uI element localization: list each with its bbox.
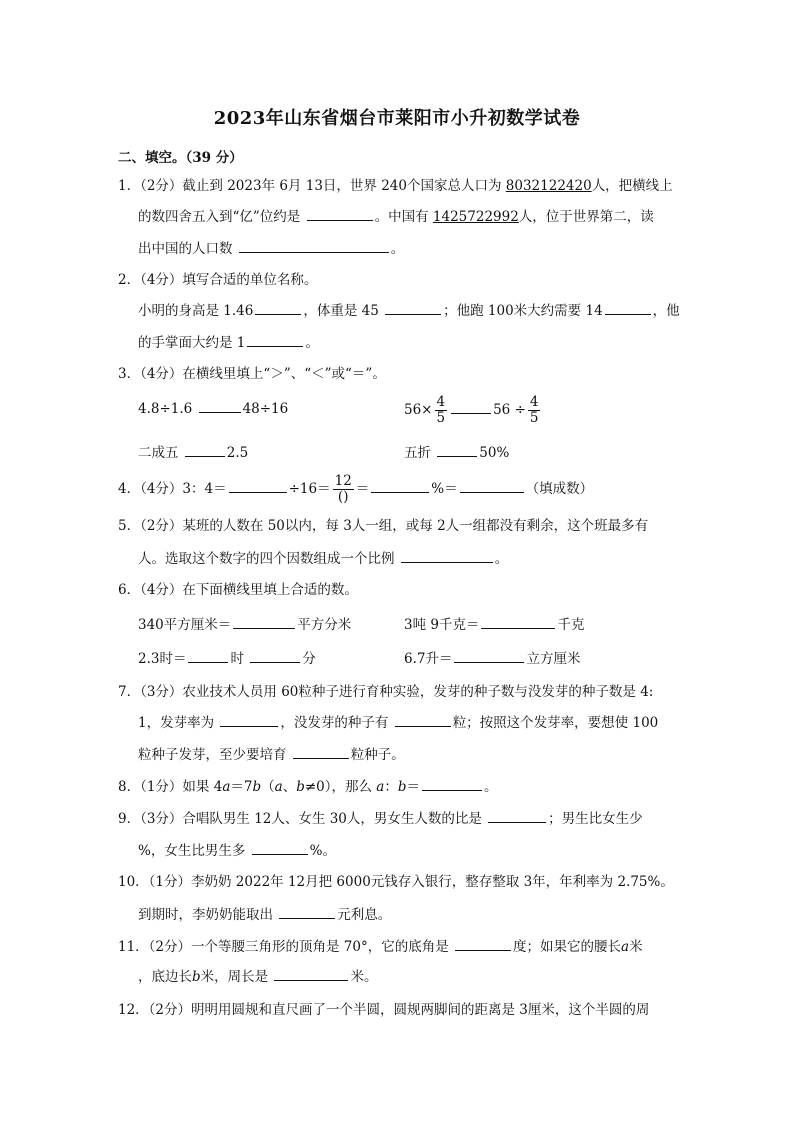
answer-blank[interactable] bbox=[481, 614, 555, 629]
answer-blank[interactable] bbox=[451, 399, 491, 414]
question-1-line-2: 的数四舍五入到“亿”位约是 。中国有 1425722992人，位于世界第二，读 bbox=[138, 206, 654, 227]
question-3-row-2-left: 二成五 2.5 bbox=[138, 442, 248, 463]
question-10-line-1: 10．（1分）李奶奶 2022年 12月把 6000元钱存入银行，整存整取 3年，年利率为 2.75%。 bbox=[118, 874, 674, 890]
question-11-line-2: ，底边长b米，周长是 米。 bbox=[138, 966, 377, 987]
answer-blank[interactable] bbox=[229, 478, 287, 493]
answer-blank[interactable] bbox=[247, 332, 303, 347]
question-6-row-1-right: 3吨 9千克＝ 千克 bbox=[404, 614, 584, 635]
question-9-line-1: 9．（3分）合唱队男生 12人、女生 30人，男女生人数的比是 ；男生比女生少 bbox=[118, 808, 643, 829]
question-6-row-2-right: 6.7升＝ 立方厘米 bbox=[404, 648, 580, 669]
fraction: $\frac{4}{5}$ bbox=[436, 394, 446, 426]
question-1-line-3: 出中国的人口数 。 bbox=[138, 238, 404, 259]
answer-blank[interactable] bbox=[220, 712, 278, 727]
answer-blank[interactable] bbox=[185, 442, 225, 457]
question-10-line-2: 到期时，李奶奶能取出 元利息。 bbox=[138, 904, 391, 925]
answer-blank[interactable] bbox=[455, 936, 511, 951]
question-4-line-1: 4．（4分）3：4＝ ÷16＝ $\frac{12}{()}$ ＝ %＝ （填成数） bbox=[118, 473, 594, 505]
page-title: 2023年山东省烟台市莱阳市小升初数学试卷 bbox=[213, 108, 581, 129]
question-12-line-1: 12．（2分）明明用圆规和直尺画了一个半圆，圆规两脚间的距离是 3厘米，这个半圆的周 bbox=[118, 1002, 650, 1018]
answer-blank[interactable] bbox=[307, 206, 373, 221]
question-2-line-3: 的手掌面大约是 1 。 bbox=[138, 332, 319, 353]
answer-blank[interactable] bbox=[250, 648, 300, 663]
question-7-line-3: 粒种子发芽，至少要培育 粒种子。 bbox=[138, 744, 405, 765]
answer-blank[interactable] bbox=[274, 966, 348, 981]
population-china: 1425722992 bbox=[432, 209, 519, 225]
question-3-row-1-right: 56× $\frac{4}{5}$ 56 ÷ $\frac{4}{5}$ bbox=[404, 394, 539, 426]
question-5-line-1: 5．（2分）某班的人数在 50以内，每 3人一组，或每 2人一组都没有剩余，这个班最多有 bbox=[118, 518, 649, 534]
question-3-row-1-left: 4.8÷1.6 48÷16 bbox=[138, 398, 288, 419]
question-8-line-1: 8．（1分）如果 4a＝7b（a、b≠0），那么 a：b＝ 。 bbox=[118, 776, 498, 797]
answer-blank[interactable] bbox=[252, 840, 308, 855]
question-5-line-2: 人。选取这个数字的四个因数组成一个比例 。 bbox=[138, 548, 508, 569]
answer-blank[interactable] bbox=[371, 478, 429, 493]
question-2-line-1: 2．（4分）填写合适的单位名称。 bbox=[118, 272, 318, 288]
fraction: $\frac{12}{()}$ bbox=[334, 473, 352, 505]
answer-blank[interactable] bbox=[422, 776, 482, 791]
answer-blank[interactable] bbox=[199, 398, 241, 413]
question-6-row-1-left: 340平方厘米＝ 平方分米 bbox=[138, 614, 351, 635]
question-11-line-1: 11．（2分）一个等腰三角形的顶角是 70°，它的底角是 度；如果它的腰长a米 bbox=[118, 936, 643, 957]
population-world: 8032122420 bbox=[505, 178, 592, 194]
answer-blank[interactable] bbox=[401, 548, 493, 563]
answer-blank[interactable] bbox=[293, 744, 349, 759]
question-9-line-2: %，女生比男生多 %。 bbox=[138, 840, 336, 861]
answer-blank[interactable] bbox=[233, 614, 295, 629]
answer-blank[interactable] bbox=[255, 300, 301, 315]
answer-blank[interactable] bbox=[239, 238, 389, 253]
answer-blank[interactable] bbox=[385, 300, 441, 315]
answer-blank[interactable] bbox=[437, 442, 477, 457]
answer-blank[interactable] bbox=[488, 808, 546, 823]
question-1-line-1: 1．（2分）截止到 2023年 6月 13日，世界 240个国家总人口为 8032122420人，把横线上 bbox=[118, 178, 673, 194]
answer-blank[interactable] bbox=[460, 478, 524, 493]
section-heading: 二、填空。（39 分） bbox=[118, 150, 243, 166]
answer-blank[interactable] bbox=[395, 712, 451, 727]
question-6-line-1: 6．（4分）在下面横线里填上合适的数。 bbox=[118, 582, 358, 598]
question-2-line-2: 小明的身高是 1.46 ，体重是 45 ；他跑 100米大约需要 14 ，他 bbox=[138, 300, 680, 321]
question-6-row-2-left: 2.3时＝ 时 分 bbox=[138, 648, 316, 669]
answer-blank[interactable] bbox=[279, 904, 335, 919]
fraction: $\frac{4}{5}$ bbox=[529, 394, 539, 426]
question-7-line-1: 7．（3分）农业技术人员用 60粒种子进行育种实验，发芽的种子数与没发芽的种子数是 4: bbox=[118, 684, 654, 700]
answer-blank[interactable] bbox=[188, 648, 228, 663]
answer-blank[interactable] bbox=[454, 648, 524, 663]
question-3-row-2-right: 五折 50% bbox=[404, 442, 509, 463]
answer-blank[interactable] bbox=[605, 300, 651, 315]
question-7-line-2: 1，发芽率为 ，没发芽的种子有 粒；按照这个发芽率，要想使 100 bbox=[138, 712, 658, 733]
question-3-line-1: 3．（4分）在横线里填上“＞”、“＜”或“＝”。 bbox=[118, 366, 386, 382]
